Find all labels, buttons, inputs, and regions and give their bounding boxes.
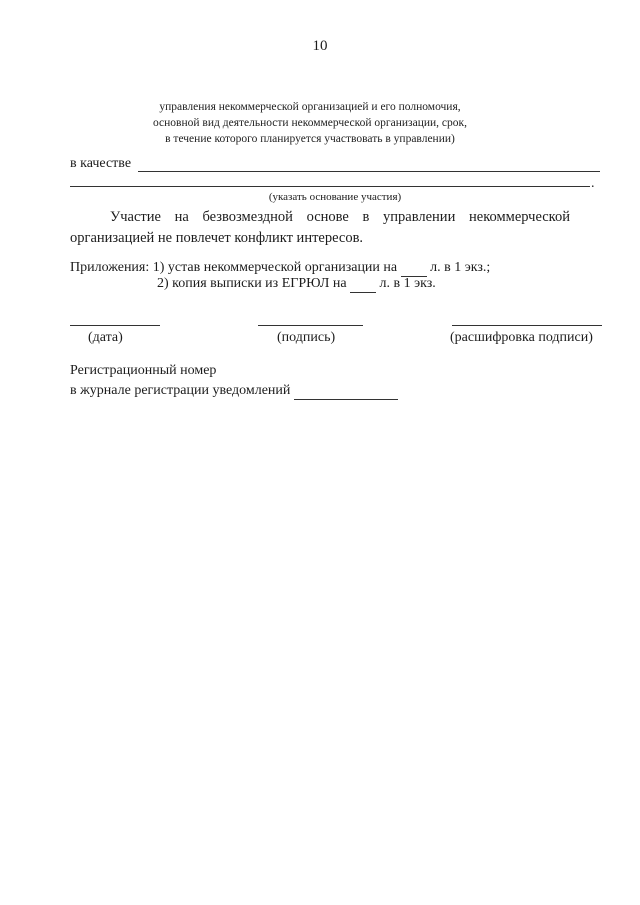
form-caption [110,99,510,147]
registration-label: Регистрационный номер [70,363,217,378]
signature-label: (подпись) [277,330,336,345]
attachment-item-1 [70,260,490,277]
registration-text: в журнале регистрации уведомлений [70,383,291,398]
date-field-line[interactable] [70,325,160,326]
statement-line: Участие на безвозмездной основе в управлении некоммерческой [110,209,570,225]
capacity-field-line[interactable] [138,171,600,172]
registration-journal-line [70,383,398,400]
signature-field-line[interactable] [258,325,363,326]
attachment-text: л. в 1 экз.; [430,260,491,275]
attachment-text: Приложения: 1) устав некоммерческой организации на [70,260,398,275]
attachment-item-2 [157,276,436,293]
transcript-label: (расшифровка подписи) [450,330,593,345]
caption-line: основной вид деятельности некоммерческой организации, срок, [153,117,467,129]
capacity-field-line-2[interactable] [70,186,590,187]
statement-paragraph [70,207,570,249]
caption-line: в течение которого планируется участвовать в управлении) [165,133,455,145]
attachment-text: л. в 1 экз. [379,276,436,291]
page-number: 10 [312,38,328,54]
capacity-hint: (указать основание участия) [268,191,402,203]
transcript-field-line[interactable] [452,325,602,326]
statement-line: организацией не повлечет конфликт интересов. [70,230,364,246]
sheet-count-field[interactable] [401,260,427,277]
date-label: (дата) [88,330,123,345]
registration-number-field[interactable] [294,383,398,400]
sheet-count-field[interactable] [350,276,376,293]
caption-line: управления некоммерческой организацией и его полномочия, [159,101,461,113]
attachment-text: 2) копия выписки из ЕГРЮЛ на [157,276,347,291]
capacity-label: в качестве [70,156,132,171]
end-dot: . [591,176,595,191]
